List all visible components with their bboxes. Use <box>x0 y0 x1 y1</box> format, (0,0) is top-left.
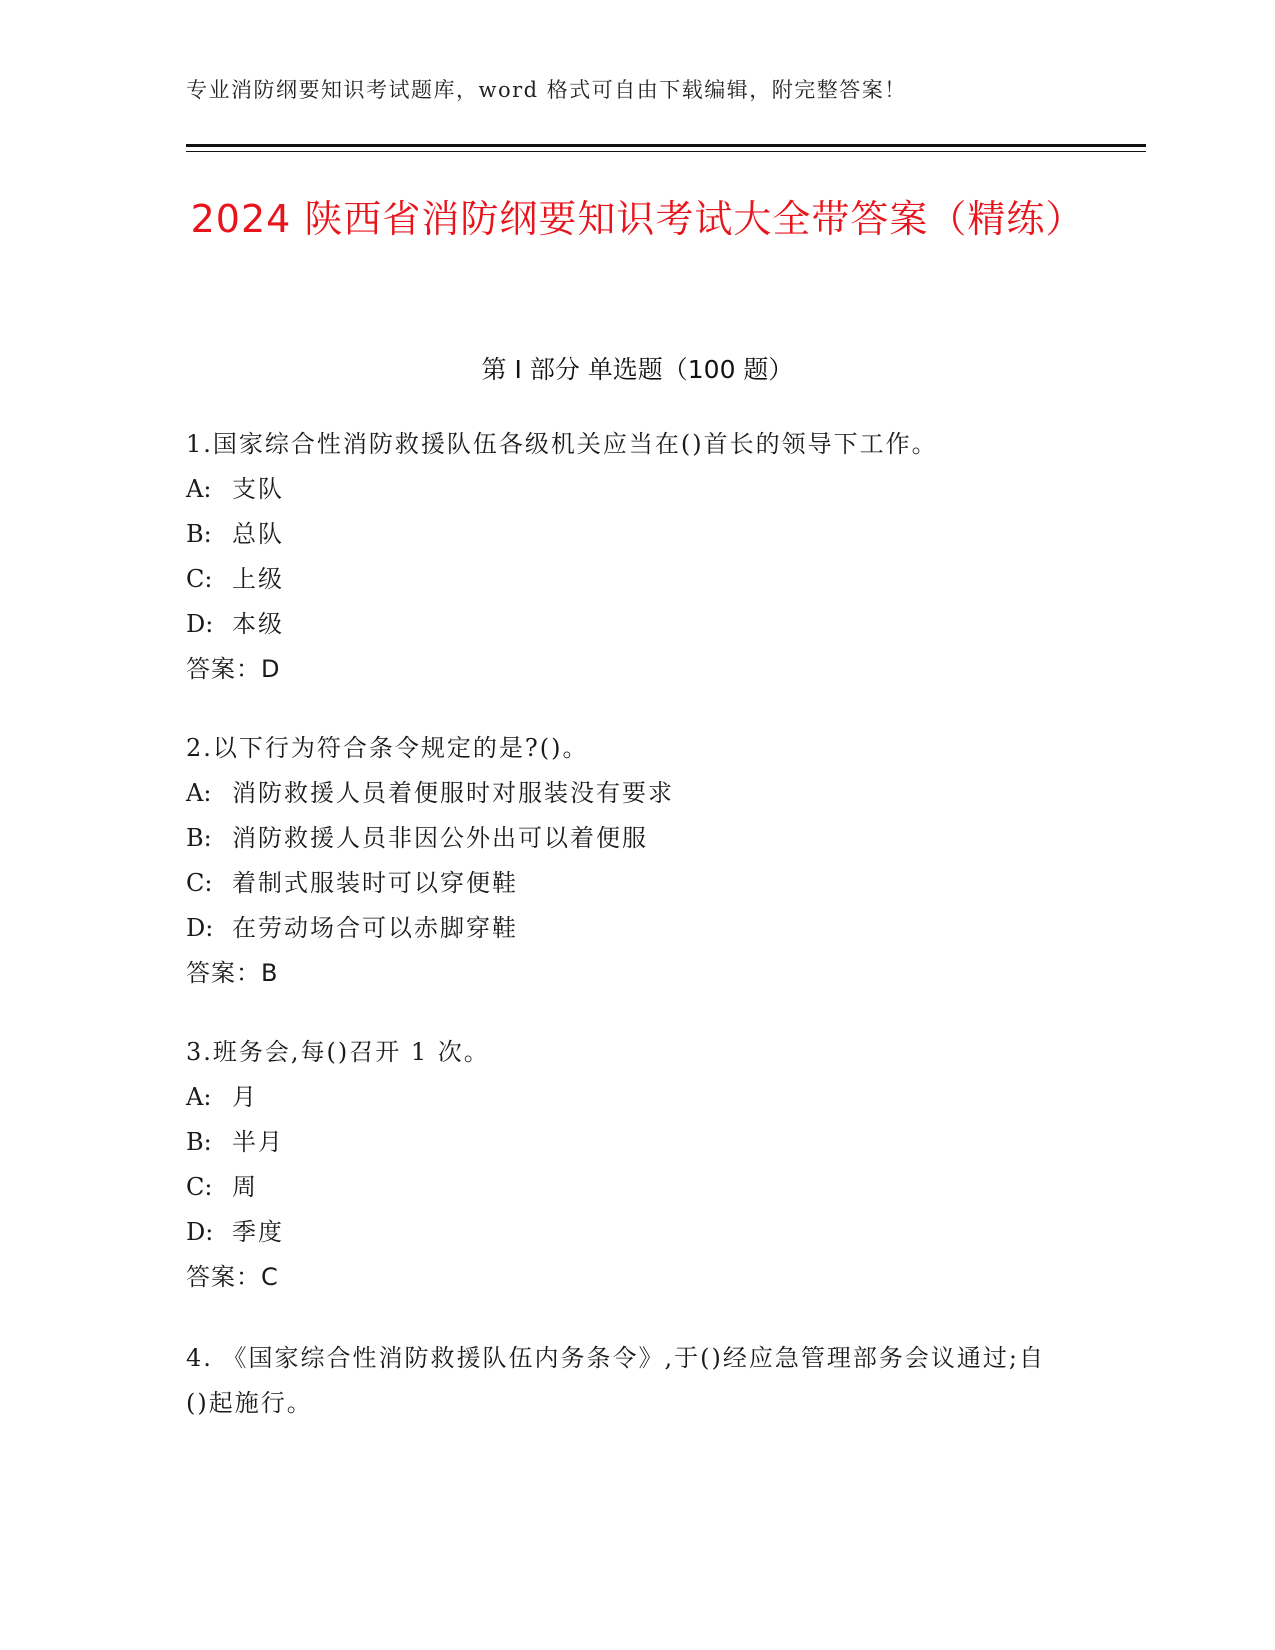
option-a <box>186 1075 1086 1120</box>
question-stem: 3.班务会,每()召开 1 次。 <box>186 1038 490 1066</box>
option-key: C: <box>186 1173 213 1201</box>
option-key: B: <box>186 520 212 548</box>
option-key: B: <box>186 824 212 852</box>
option-d <box>186 1210 1086 1255</box>
option-d <box>186 906 1086 951</box>
question-1 <box>186 422 1086 692</box>
question-3 <box>186 1030 1086 1300</box>
question-stem: 4. 《国家综合性消防救援队伍内务条令》,于()经应急管理部务会议通过;自()起施行。 <box>186 1344 1045 1417</box>
option-text: 消防救援人员非因公外出可以着便服 <box>232 824 648 852</box>
option-text: 总队 <box>232 520 284 548</box>
question-4 <box>186 1336 1046 1426</box>
option-c <box>186 1165 1086 1210</box>
option-text: 支队 <box>232 475 284 503</box>
option-text: 上级 <box>232 565 284 593</box>
option-key: A: <box>186 1083 212 1111</box>
option-key: A: <box>186 475 212 503</box>
option-c <box>186 557 1086 602</box>
option-text: 在劳动场合可以赤脚穿鞋 <box>232 914 518 942</box>
option-text: 季度 <box>232 1218 284 1246</box>
header-rule-thin <box>186 151 1146 152</box>
option-key: A: <box>186 779 212 807</box>
option-c <box>186 861 1086 906</box>
option-text: 着制式服装时可以穿便鞋 <box>232 869 518 897</box>
question-stem: 1.国家综合性消防救援队伍各级机关应当在()首长的领导下工作。 <box>186 430 938 458</box>
option-text: 周 <box>232 1173 258 1201</box>
option-b <box>186 816 1086 861</box>
option-a <box>186 467 1086 512</box>
question-stem: 2.以下行为符合条令规定的是?()。 <box>186 734 589 762</box>
option-key: B: <box>186 1128 212 1156</box>
option-text: 消防救援人员着便服时对服装没有要求 <box>232 779 674 807</box>
answer: 答案：B <box>186 959 279 987</box>
section-title: 第 I 部分 单选题（100 题） <box>481 355 794 384</box>
option-key: D: <box>186 610 214 638</box>
option-a <box>186 771 1086 816</box>
option-key: C: <box>186 869 213 897</box>
option-key: D: <box>186 1218 214 1246</box>
option-text: 半月 <box>232 1128 284 1156</box>
option-text: 本级 <box>232 610 284 638</box>
answer: 答案：D <box>186 655 281 683</box>
document-title: 2024 陕西省消防纲要知识考试大全带答案（精练） <box>190 197 1085 241</box>
option-key: C: <box>186 565 213 593</box>
header-note: 专业消防纲要知识考试题库，word 格式可自由下载编辑，附完整答案！ <box>186 78 907 102</box>
header-rule-thick <box>186 144 1146 147</box>
option-b <box>186 1120 1086 1165</box>
answer: 答案：C <box>186 1263 279 1291</box>
question-2 <box>186 726 1086 996</box>
option-text: 月 <box>232 1083 258 1111</box>
option-b <box>186 512 1086 557</box>
option-key: D: <box>186 914 214 942</box>
option-d <box>186 602 1086 647</box>
